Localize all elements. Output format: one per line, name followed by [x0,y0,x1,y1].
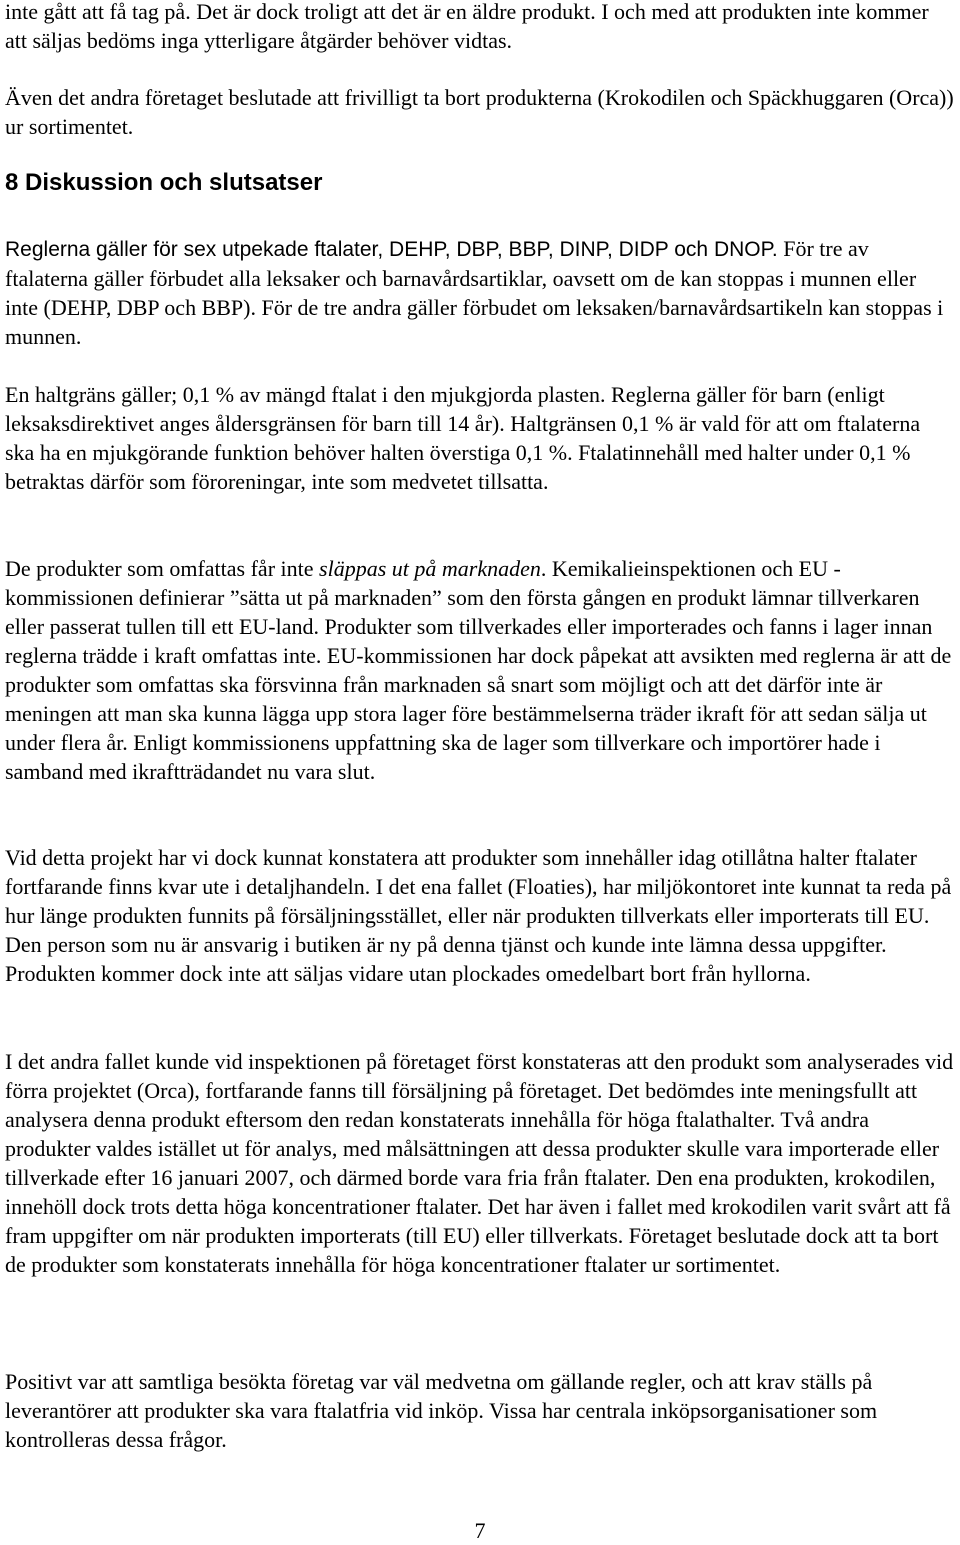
market-text-end: . Kemikalieinspektionen och EU - kommissionen definierar ”sätta ut på marknaden” som den första gången en produkt lämnar tillverkaren eller passerat tullen till ett EU-land. Produkter som tillverkades eller importerades och fanns i lager innan reglerna trädde i kraft omfattas inte. EU-kommissionen har dock påpekat att avsikten med reglerna är att de produkter som omfattas ska försvinna från marknaden så snart som möjligt och att det därför inte är meningen att man ska kunna lägga upp stora lager före bestämmelserna träder ikraft för att sedan sälja ut under flera år. Enligt kommissionens uppfattning ska de lager som tillverkare och importörer hade i samband med ikraftträdandet nu vara slut. [5,556,952,784]
limit-paragraph: En haltgräns gäller; 0,1 % av mängd ftalat i den mjukgjorda plasten. Reglerna gäller för barn (enligt leksaksdirektivet anges åldersgränsen för barn till 14 år). Haltgränsen 0,1 % är vald för att om ftalaterna ska ha en mjukgörande funktion behöver halten överstiga 0,1 %. Ftalatinnehåll med halter under 0,1 % betraktas därför som föroreningar, inte som medvetet tillsatta. [5,382,921,494]
market-paragraph [5,554,954,786]
conclusion-paragraph: Positivt var att samtliga besökta företag var väl medvetna om gällande regler, och att krav ställs på leverantörer att produkter ska vara ftalatfria vid inköp. Vissa har centrala inköpsorganisationer som kontrolleras dessa frågor. [5,1369,878,1452]
page-number: 7 [474,1518,486,1543]
market-text-start: De produkter som omfattas får inte [5,556,320,581]
second-case-paragraph: I det andra fallet kunde vid inspektionen på företaget först konstateras att den produkt som analyserades vid förra projektet (Orca), fortfarande fanns till försäljning på företaget. Det bedömdes inte meningsfullt att analysera denna produkt eftersom den redan konstaterats innehålla för höga ftalathalter. Två andra produkter valdes istället ut för analys, med målsättningen att dessa produkter skulle vara importerade eller tillverkade efter 16 januari 2007, och därmed borde vara fria från ftalater. Den ena produkten, krokodilen, innehöll dock trots detta höga koncentrationer ftalater. Det har även i fallet med krokodilen varit svårt att få fram uppgifter om när produkten importerats (till EU) eller tillverkats. Företaget beslutade dock att ta bort de produkter som konstaterats innehålla för höga koncentrationer ftalater ur sortimentet. [5,1049,954,1277]
second-company-paragraph: Även det andra företaget beslutade att frivilligt ta bort produkterna (Krokodilen och Späckhuggaren (Orca)) ur sortimentet. [5,85,954,139]
intro-paragraph: inte gått att få tag på. Det är dock troligt att det är en äldre produkt. I och med att produkten inte kommer att säljas bedöms inga ytterligare åtgärder behöver vidtas. [5,0,929,53]
market-emphasis: släppas ut på marknaden [319,556,541,581]
rules-lead-sentence: Reglerna gäller för sex utpekade ftalater, DEHP, DBP, BBP, DINP, DIDP och DNOP. [5,238,778,261]
rules-rest: För tre av ftalaterna gäller förbudet alla leksaker och barnavårdsartiklar, oavsett om de kan stoppas i munnen eller inte (DEHP, DBP och BBP). För de tre andra gäller förbudet om leksaken/barnavårdsartikeln kan stoppas i munnen. [5,236,944,349]
section-heading: 8 Diskussion och slutsatser [5,169,323,196]
project-findings-paragraph: Vid detta projekt har vi dock kunnat konstatera att produkter som innehåller idag otillåtna halter ftalater fortfarande finns kvar ute i detaljhandeln. I det ena fallet (Floaties), har miljökontoret inte kunnat ta reda på hur länge produkten funnits på försäljningsstället, eller när produkten tillverkats eller importerats till EU. Den person som nu är ansvarig i butiken är ny på denna tjänst och kunde inte lämna dessa uppgifter. Produkten kommer dock inte att säljas vidare utan plockades omedelbart bort från hyllorna. [5,845,952,986]
rules-paragraph [5,234,954,351]
